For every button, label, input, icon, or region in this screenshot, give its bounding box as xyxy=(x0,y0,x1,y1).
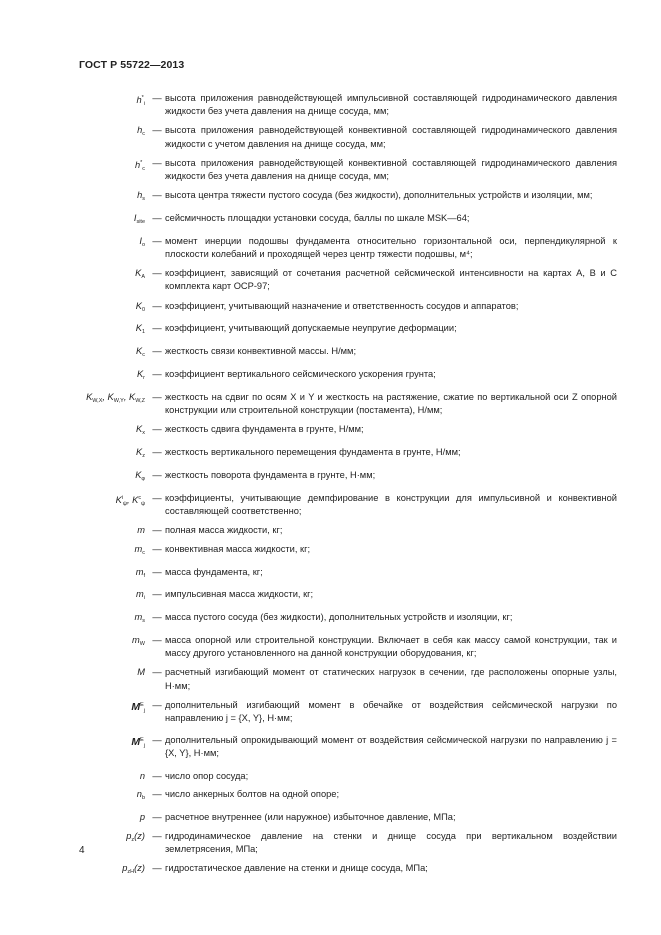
definition-dash: — xyxy=(152,369,162,380)
definition-row xyxy=(60,157,617,183)
definition-text: коэффициент, учитывающий допускаемые неупругие деформации; xyxy=(165,323,457,334)
definition-dash: — xyxy=(152,424,162,435)
definition-row xyxy=(60,391,617,417)
definition-dash: — xyxy=(152,812,162,823)
definition-symbol: $M^E_j$ xyxy=(131,700,145,714)
definition-symbol: $p_z(z)$ xyxy=(126,831,145,844)
definition-text: высота приложения равнодействующей конвективной составляющей гидродинамического давления жидкости с учетом давления на днище сосуда, мм; xyxy=(165,125,617,149)
definition-dash: — xyxy=(152,157,162,168)
definition-row xyxy=(60,423,617,440)
definition-symbol: $h^*_i$ xyxy=(136,95,145,108)
definition-row xyxy=(60,492,617,518)
definition-symbol: $m_f$ xyxy=(135,566,145,579)
definition-row xyxy=(60,788,617,805)
definition-dash: — xyxy=(152,391,162,402)
definition-text: высота приложения равнодействующей конвективной составляющей гидродинамического давления жидкости без учета давления на днище сосуда, мм; xyxy=(165,157,617,182)
definition-symbol: $h_c$ xyxy=(137,125,145,138)
definition-symbol: $M^E_j$ xyxy=(131,736,145,750)
definition-symbol: $K_x$ xyxy=(136,424,145,437)
definition-dash: — xyxy=(152,469,162,480)
definition-dash: — xyxy=(152,543,162,554)
definition-text: момент инерции подошвы фундамента относительно горизонтальной оси, перпендикулярной к плоскости колебаний и проходящей через центр тяжести подошвы, м⁴; xyxy=(165,235,617,260)
definition-dash: — xyxy=(152,492,162,503)
definition-text: конвективная масса жидкости, кг; xyxy=(165,543,311,554)
definition-symbol: n xyxy=(139,770,145,781)
definition-symbol: $m_c$ xyxy=(134,543,145,556)
definition-symbol: p xyxy=(139,812,145,823)
definition-text: дополнительный опрокидывающий момент от воздействия сейсмической нагрузки по направлению j = {X, Y}, Н·мм; xyxy=(165,735,617,759)
definition-symbol: $m_W$ xyxy=(132,635,145,647)
definition-text: расчетное внутреннее (или наружное) избыточное давление, МПа; xyxy=(165,812,456,823)
definition-row xyxy=(60,666,617,692)
definition-row xyxy=(60,92,617,118)
definition-text: сейсмичность площадки установки сосуда, баллы по шкале MSK—64; xyxy=(165,213,470,224)
definition-dash: — xyxy=(152,190,162,201)
definition-dash: — xyxy=(152,346,162,357)
definition-dash: — xyxy=(152,770,162,781)
definition-row xyxy=(60,235,617,261)
definition-text: коэффициент, зависящий от сочетания расчетной сейсмической интенсивности на картах А, В и С комплекта карт ОСР-97; xyxy=(165,268,617,292)
definition-symbol: $K_{W,X}$, $K_{W,Y}$, $K_{W,Z}$ xyxy=(86,391,145,404)
definition-symbol: $K_c$ xyxy=(136,346,145,359)
definition-symbol: $h_s$ xyxy=(137,190,145,203)
definition-row xyxy=(60,267,617,293)
definition-text: коэффициент вертикального сейсмического ускорения грунта; xyxy=(165,369,436,380)
definition-text: масса пустого сосуда (без жидкости), дополнительных устройств и изоляции, кг; xyxy=(165,612,513,623)
definition-dash: — xyxy=(152,235,162,246)
definition-row xyxy=(60,611,617,628)
definition-row xyxy=(60,368,617,385)
definition-row xyxy=(60,566,617,583)
definition-row xyxy=(60,588,617,605)
definition-symbol: $K_z$ xyxy=(136,447,145,460)
definition-row xyxy=(60,469,617,486)
definition-text: жесткость вертикального перемещения фундамента в грунте, Н/мм; xyxy=(165,447,461,458)
definition-dash: — xyxy=(152,831,162,842)
definition-dash: — xyxy=(152,667,162,678)
definitions-list xyxy=(60,92,617,885)
definition-dash: — xyxy=(152,612,162,623)
definition-row xyxy=(60,862,617,879)
definition-row xyxy=(60,345,617,362)
definition-text: гидродинамическое давление на стенки и днище сосуда при вертикальном воздействии землетрясения, МПа; xyxy=(165,831,617,855)
definition-dash: — xyxy=(152,323,162,334)
definition-dash: — xyxy=(152,699,162,710)
definition-dash: — xyxy=(152,300,162,311)
definition-dash: — xyxy=(152,566,162,577)
definition-symbol: $p_{zH}(z)$ xyxy=(122,863,145,876)
definition-row xyxy=(60,543,617,560)
definition-dash: — xyxy=(152,447,162,458)
definition-symbol: $n_b$ xyxy=(136,789,145,802)
definition-row xyxy=(60,212,617,229)
definition-row xyxy=(60,699,617,725)
definition-dash: — xyxy=(152,635,162,645)
definition-row xyxy=(60,634,617,660)
definition-row xyxy=(60,524,617,537)
definition-symbol: $I_{site}$ xyxy=(133,213,145,226)
definition-symbol: $m_s$ xyxy=(134,612,145,625)
definition-row xyxy=(60,189,617,206)
definition-row xyxy=(60,322,617,339)
definition-text: высота приложения равнодействующей импульсивной составляющей гидродинамического давления жидкости без учета давления на днище сосуда, мм; xyxy=(165,93,617,117)
definition-dash: — xyxy=(152,525,162,536)
definition-dash: — xyxy=(152,125,162,136)
document-header: ГОСТ Р 55722—2013 xyxy=(79,59,185,71)
definition-symbol: $K_\varphi$ xyxy=(135,469,145,482)
definition-row xyxy=(60,446,617,463)
definition-dash: — xyxy=(152,268,162,279)
definition-symbol: $K_1$ xyxy=(135,323,145,336)
definition-text: коэффициент, учитывающий назначение и ответственность сосудов и аппаратов; xyxy=(165,300,519,311)
definition-symbol: $K_0$ xyxy=(135,300,145,313)
definition-text: масса фундамента, кг; xyxy=(165,566,263,577)
definition-symbol: $K_A$ xyxy=(135,268,145,281)
definition-text: жесткость поворота фундамента в грунте, Н·мм; xyxy=(165,469,376,480)
definition-dash: — xyxy=(152,213,162,224)
definition-text: дополнительный изгибающий момент в обечайке от воздействия сейсмической нагрузки по направлению j = {X, Y}, Н·мм; xyxy=(165,699,617,724)
definition-symbol: $K^i_\psi$, $K^c_\psi$ xyxy=(115,494,145,507)
page-number: 4 xyxy=(79,845,85,856)
definition-symbol: $h^*_c$ xyxy=(134,159,145,172)
definition-symbol: $K_r$ xyxy=(136,369,145,382)
definition-dash: — xyxy=(152,735,162,746)
definition-text: жесткость сдвига фундамента в грунте, Н/мм; xyxy=(165,424,364,435)
definition-text: число анкерных болтов на одной опоре; xyxy=(165,789,340,800)
definition-row xyxy=(60,830,617,856)
definition-dash: — xyxy=(152,589,162,600)
definition-dash: — xyxy=(152,789,162,800)
definition-text: импульсивная масса жидкости, кг; xyxy=(165,589,314,600)
definition-symbol: m xyxy=(137,525,145,536)
definition-text: жесткость на сдвиг по осям X и Y и жесткость на растяжение, сжатие по вертикальной оси Z опорной конструкции или строительной конструкции (постамента), Н/мм; xyxy=(165,391,617,416)
definition-row xyxy=(60,734,617,760)
definition-row xyxy=(60,124,617,150)
definition-text: полная масса жидкости, кг; xyxy=(165,525,283,536)
definition-dash: — xyxy=(152,93,162,103)
definition-text: коэффициенты, учитывающие демпфирование в конструкции для импульсивной и конвективной составляющей соответственно; xyxy=(165,492,617,516)
definition-row xyxy=(60,300,617,317)
definition-dash: — xyxy=(152,863,162,874)
definition-text: масса опорной или строительной конструкции. Включает в себя как массу самой конструкции, так и массу другого установленного на данной конструкции оборудования, кг; xyxy=(165,635,617,659)
definition-text: жесткость связи конвективной массы. Н/мм; xyxy=(165,346,357,357)
definition-text: число опор сосуда; xyxy=(165,770,249,781)
definition-text: расчетный изгибающий момент от статических нагрузок в сечении, где расположены опорные узлы, Н·мм; xyxy=(165,667,617,691)
definition-symbol: $I_o$ xyxy=(139,235,145,248)
definition-symbol: $m_i$ xyxy=(136,589,145,602)
definition-symbol: M xyxy=(137,667,145,678)
definition-text: высота центра тяжести пустого сосуда (без жидкости), дополнительных устройств и изоляции, мм; xyxy=(165,190,593,201)
definition-text: гидростатическое давление на стенки и днище сосуда, МПа; xyxy=(165,863,428,874)
definition-row xyxy=(60,811,617,824)
definition-row xyxy=(60,770,617,783)
